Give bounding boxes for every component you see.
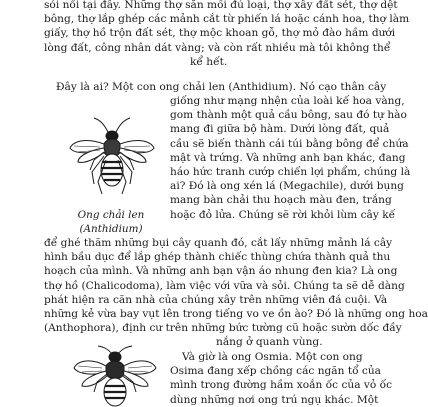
paragraph-intro (44, 0, 410, 69)
text-line: giấy, thợ hồ trộn đất sét, thợ mộc khoan gỗ, thợ mỏ đào hầm dưới (44, 27, 396, 40)
text-line: những kẻ vừa bay vụt lên trong tiếng vo ve ồn ào? Đó là những ong hoa (44, 308, 428, 321)
text-line: hoạch của mình. Và những anh bạn vận áo nhung đen kia? Là ong (44, 265, 398, 278)
text-line: giống như mạng nhện của loài kế hoa vàng, (170, 95, 405, 107)
text-line: thợ hồ (Chalicodoma), làm việc với vữa và sỏi. Chúng ta sẽ dễ dàng (44, 279, 405, 292)
text-line: (Anthophora), định cư trên những bức tường cũ hoặc sườn dốc đầy (44, 322, 402, 335)
text-line: hoặc đỏ lửa. Chúng sẽ rời khỏi lùm cây kế (170, 208, 396, 221)
text-line: kể hết. (190, 55, 228, 68)
caption-line: (Anthidium) (79, 223, 143, 235)
text-line: Osima đang xếp chồng các ngăn tổ của (170, 365, 381, 378)
text-line: nắng ở quanh vùng. (216, 336, 323, 349)
text-line: ai? Đó là ong xén lá (Megachile), dưới bụng (170, 180, 404, 193)
text-line: mang đi giữa bộ hàm. Dưới lòng đất, quả (170, 123, 390, 136)
text-line: phát hiện ra căn nhà của chúng xây trên những viên đá cuội. Và (44, 293, 388, 306)
text-line: mật và trứng. Và những anh bạn khác, đang (170, 151, 406, 164)
figure-caption-anthidium (52, 208, 170, 236)
text-line: lòng đất, công nhân dát vàng; và còn rất nhiều mà tôi không thể (44, 41, 391, 54)
text-line: mang bàn chải thu hoạch màu đen, trắng (170, 194, 392, 207)
text-line: háo hức tranh cướp chiến lợi phẩm, chúng là (170, 166, 411, 179)
text-line: mình trong đường hầm xoắn ốc của vỏ ốc (170, 379, 393, 392)
text-line: Và giờ là ong Osmia. Một con ong (182, 351, 363, 363)
paragraph-anthidium-side (170, 94, 411, 222)
text-line: sỏi nối tại đây. Những thợ săn mồi đủ loại, thợ xây đất sét, thợ dệt (44, 0, 398, 11)
text-line: Đây là ai? Một con ong chải len (Anthidium). Nó cạo thân cây (56, 81, 387, 93)
text-line: bông, thợ lắp ghép các mảnh cắt từ phiến lá hoặc cánh hoa, thợ làm (44, 13, 410, 26)
text-line: dùng những nơi ong trú ngụ khác. Một (170, 393, 379, 406)
text-line: để ghé thăm những bụi cây quanh đó, cắt lấy những mảnh lá cây (44, 237, 393, 249)
anthidium-bee-illustration (64, 110, 160, 206)
osmia-bee-illustration (70, 344, 160, 400)
paragraph-osmia (170, 350, 393, 407)
caption-line: Ong chải len (77, 209, 145, 221)
text-line: cầu sẽ biến thành cái túi bằng bông để chứa (170, 137, 409, 150)
text-line: gom thành một quả cầu bông, sau đó tự hào (170, 109, 407, 122)
paragraph-anthidium-first-line (56, 80, 387, 94)
text-line: hình bầu dục để lắp ghép thành chiếc thùng chứa thành quả thu (44, 251, 391, 264)
paragraph-anthidium-full (44, 236, 428, 350)
